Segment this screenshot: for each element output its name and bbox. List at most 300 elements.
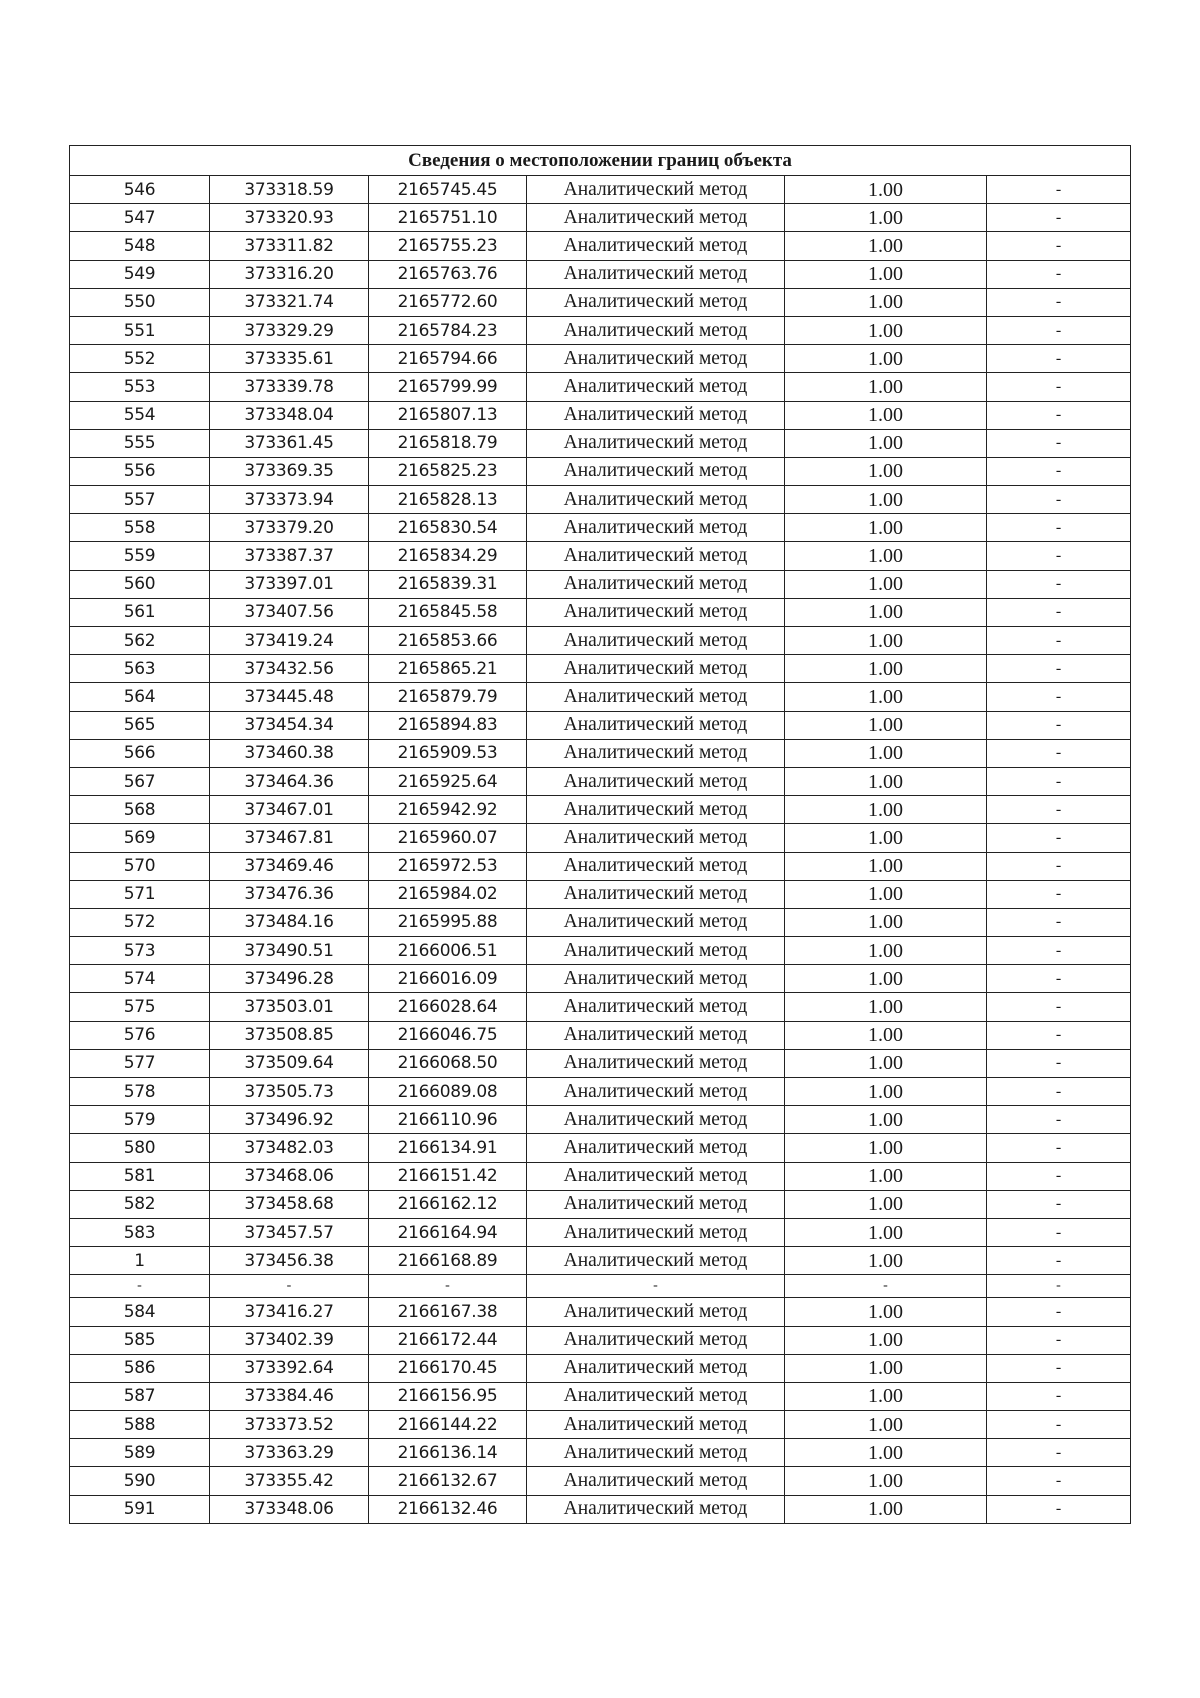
method-cell: Аналитический метод: [527, 908, 785, 936]
method-cell: Аналитический метод: [527, 316, 785, 344]
accuracy-cell: 1.00: [785, 767, 987, 795]
y-coordinate-cell: 2165799.99: [369, 373, 527, 401]
accuracy-cell: 1.00: [785, 739, 987, 767]
point-number-cell: 584: [70, 1298, 210, 1326]
note-cell: -: [987, 1275, 1131, 1298]
table-title-row: [70, 146, 1131, 176]
table-row: [70, 965, 1131, 993]
x-coordinate-cell: 373505.73: [210, 1078, 369, 1106]
note-cell: -: [987, 345, 1131, 373]
y-coordinate-cell: 2166046.75: [369, 1021, 527, 1049]
point-number-cell: 1: [70, 1247, 210, 1275]
note-cell: -: [987, 1326, 1131, 1354]
table-row: [70, 1326, 1131, 1354]
y-coordinate-cell: 2165894.83: [369, 711, 527, 739]
note-cell: -: [987, 598, 1131, 626]
note-cell: -: [987, 767, 1131, 795]
point-number-cell: 554: [70, 401, 210, 429]
y-coordinate-cell: 2165909.53: [369, 739, 527, 767]
x-coordinate-cell: 373373.52: [210, 1411, 369, 1439]
method-cell: Аналитический метод: [527, 1439, 785, 1467]
note-cell: -: [987, 852, 1131, 880]
method-cell: Аналитический метод: [527, 232, 785, 260]
method-cell: Аналитический метод: [527, 1162, 785, 1190]
x-coordinate-cell: 373397.01: [210, 570, 369, 598]
y-coordinate-cell: 2166068.50: [369, 1049, 527, 1077]
y-coordinate-cell: 2165745.45: [369, 176, 527, 204]
point-number-cell: 586: [70, 1354, 210, 1382]
point-number-cell: 572: [70, 908, 210, 936]
y-coordinate-cell: 2165828.13: [369, 486, 527, 514]
accuracy-cell: 1.00: [785, 1078, 987, 1106]
note-cell: -: [987, 993, 1131, 1021]
table-row: [70, 1162, 1131, 1190]
method-cell: Аналитический метод: [527, 965, 785, 993]
method-cell: Аналитический метод: [527, 598, 785, 626]
x-coordinate-cell: 373468.06: [210, 1162, 369, 1190]
table-row: [70, 570, 1131, 598]
y-coordinate-cell: 2165807.13: [369, 401, 527, 429]
method-cell: Аналитический метод: [527, 1021, 785, 1049]
point-number-cell: 567: [70, 767, 210, 795]
accuracy-cell: 1.00: [785, 345, 987, 373]
table-row: [70, 1049, 1131, 1077]
accuracy-cell: 1.00: [785, 683, 987, 711]
y-coordinate-cell: 2166172.44: [369, 1326, 527, 1354]
method-cell: Аналитический метод: [527, 542, 785, 570]
table-row: [70, 937, 1131, 965]
x-coordinate-cell: 373318.59: [210, 176, 369, 204]
x-coordinate-cell: 373445.48: [210, 683, 369, 711]
accuracy-cell: -: [785, 1275, 987, 1298]
x-coordinate-cell: 373335.61: [210, 345, 369, 373]
table-row: [70, 204, 1131, 232]
y-coordinate-cell: 2165763.76: [369, 260, 527, 288]
x-coordinate-cell: 373509.64: [210, 1049, 369, 1077]
note-cell: -: [987, 1078, 1131, 1106]
note-cell: -: [987, 457, 1131, 485]
x-coordinate-cell: 373316.20: [210, 260, 369, 288]
table-row: [70, 514, 1131, 542]
table-row: [70, 852, 1131, 880]
x-coordinate-cell: 373363.29: [210, 1439, 369, 1467]
x-coordinate-cell: 373458.68: [210, 1190, 369, 1218]
note-cell: -: [987, 1021, 1131, 1049]
y-coordinate-cell: 2166132.46: [369, 1495, 527, 1523]
accuracy-cell: 1.00: [785, 1467, 987, 1495]
table-row: [70, 260, 1131, 288]
x-coordinate-cell: 373329.29: [210, 316, 369, 344]
y-coordinate-cell: 2166170.45: [369, 1354, 527, 1382]
y-coordinate-cell: 2166156.95: [369, 1382, 527, 1410]
note-cell: -: [987, 739, 1131, 767]
note-cell: -: [987, 1382, 1131, 1410]
accuracy-cell: 1.00: [785, 1495, 987, 1523]
note-cell: -: [987, 486, 1131, 514]
point-number-cell: 552: [70, 345, 210, 373]
y-coordinate-cell: 2165834.29: [369, 542, 527, 570]
method-cell: Аналитический метод: [527, 683, 785, 711]
method-cell: -: [527, 1275, 785, 1298]
method-cell: Аналитический метод: [527, 711, 785, 739]
accuracy-cell: 1.00: [785, 1134, 987, 1162]
method-cell: Аналитический метод: [527, 796, 785, 824]
accuracy-cell: 1.00: [785, 1021, 987, 1049]
y-coordinate-cell: 2165984.02: [369, 880, 527, 908]
method-cell: Аналитический метод: [527, 1247, 785, 1275]
table-row: [70, 655, 1131, 683]
table-row: [70, 1354, 1131, 1382]
point-number-cell: 587: [70, 1382, 210, 1410]
note-cell: -: [987, 1495, 1131, 1523]
point-number-cell: 557: [70, 486, 210, 514]
table-row: [70, 457, 1131, 485]
accuracy-cell: 1.00: [785, 1354, 987, 1382]
note-cell: -: [987, 260, 1131, 288]
accuracy-cell: 1.00: [785, 627, 987, 655]
accuracy-cell: 1.00: [785, 514, 987, 542]
accuracy-cell: 1.00: [785, 993, 987, 1021]
point-number-cell: 577: [70, 1049, 210, 1077]
point-number-cell: -: [70, 1275, 210, 1298]
x-coordinate-cell: 373402.39: [210, 1326, 369, 1354]
point-number-cell: 571: [70, 880, 210, 908]
note-cell: -: [987, 824, 1131, 852]
table-title: Сведения о местоположении границ объекта: [70, 146, 1131, 176]
note-cell: -: [987, 204, 1131, 232]
x-coordinate-cell: 373482.03: [210, 1134, 369, 1162]
y-coordinate-cell: 2165972.53: [369, 852, 527, 880]
note-cell: -: [987, 1218, 1131, 1246]
y-coordinate-cell: 2165942.92: [369, 796, 527, 824]
table-row: [70, 401, 1131, 429]
accuracy-cell: 1.00: [785, 796, 987, 824]
x-coordinate-cell: 373407.56: [210, 598, 369, 626]
accuracy-cell: 1.00: [785, 176, 987, 204]
method-cell: Аналитический метод: [527, 993, 785, 1021]
note-cell: -: [987, 655, 1131, 683]
note-cell: -: [987, 1439, 1131, 1467]
point-number-cell: 568: [70, 796, 210, 824]
point-number-cell: 562: [70, 627, 210, 655]
y-coordinate-cell: 2165879.79: [369, 683, 527, 711]
point-number-cell: 578: [70, 1078, 210, 1106]
note-cell: -: [987, 1247, 1131, 1275]
method-cell: Аналитический метод: [527, 937, 785, 965]
x-coordinate-cell: 373416.27: [210, 1298, 369, 1326]
accuracy-cell: 1.00: [785, 1190, 987, 1218]
accuracy-cell: 1.00: [785, 598, 987, 626]
accuracy-cell: 1.00: [785, 1049, 987, 1077]
note-cell: -: [987, 711, 1131, 739]
point-number-cell: 564: [70, 683, 210, 711]
y-coordinate-cell: 2165865.21: [369, 655, 527, 683]
table-row: [70, 1439, 1131, 1467]
accuracy-cell: 1.00: [785, 486, 987, 514]
y-coordinate-cell: 2165853.66: [369, 627, 527, 655]
x-coordinate-cell: 373457.57: [210, 1218, 369, 1246]
note-cell: -: [987, 1467, 1131, 1495]
point-number-cell: 579: [70, 1106, 210, 1134]
accuracy-cell: 1.00: [785, 1218, 987, 1246]
x-coordinate-cell: 373361.45: [210, 429, 369, 457]
x-coordinate-cell: 373321.74: [210, 288, 369, 316]
table-row: [70, 598, 1131, 626]
table-body: [70, 176, 1131, 1524]
note-cell: -: [987, 880, 1131, 908]
x-coordinate-cell: 373373.94: [210, 486, 369, 514]
accuracy-cell: 1.00: [785, 937, 987, 965]
point-number-cell: 548: [70, 232, 210, 260]
y-coordinate-cell: 2166089.08: [369, 1078, 527, 1106]
table-row: [70, 176, 1131, 204]
method-cell: Аналитический метод: [527, 1218, 785, 1246]
point-number-cell: 583: [70, 1218, 210, 1246]
method-cell: Аналитический метод: [527, 429, 785, 457]
point-number-cell: 591: [70, 1495, 210, 1523]
method-cell: Аналитический метод: [527, 1467, 785, 1495]
x-coordinate-cell: 373508.85: [210, 1021, 369, 1049]
note-cell: -: [987, 316, 1131, 344]
method-cell: Аналитический метод: [527, 1298, 785, 1326]
accuracy-cell: 1.00: [785, 316, 987, 344]
method-cell: Аналитический метод: [527, 1495, 785, 1523]
note-cell: -: [987, 1162, 1131, 1190]
method-cell: Аналитический метод: [527, 486, 785, 514]
note-cell: -: [987, 176, 1131, 204]
table-row: [70, 1247, 1131, 1275]
method-cell: Аналитический метод: [527, 288, 785, 316]
x-coordinate-cell: 373503.01: [210, 993, 369, 1021]
point-number-cell: 589: [70, 1439, 210, 1467]
table-row: [70, 711, 1131, 739]
y-coordinate-cell: 2166132.67: [369, 1467, 527, 1495]
x-coordinate-cell: 373490.51: [210, 937, 369, 965]
y-coordinate-cell: 2165830.54: [369, 514, 527, 542]
table-row: [70, 627, 1131, 655]
accuracy-cell: 1.00: [785, 1298, 987, 1326]
point-number-cell: 546: [70, 176, 210, 204]
method-cell: Аналитический метод: [527, 345, 785, 373]
point-number-cell: 574: [70, 965, 210, 993]
accuracy-cell: 1.00: [785, 655, 987, 683]
point-number-cell: 553: [70, 373, 210, 401]
accuracy-cell: 1.00: [785, 852, 987, 880]
method-cell: Аналитический метод: [527, 627, 785, 655]
accuracy-cell: 1.00: [785, 288, 987, 316]
note-cell: -: [987, 796, 1131, 824]
x-coordinate-cell: 373464.36: [210, 767, 369, 795]
y-coordinate-cell: 2165925.64: [369, 767, 527, 795]
y-coordinate-cell: 2165755.23: [369, 232, 527, 260]
point-number-cell: 581: [70, 1162, 210, 1190]
note-cell: -: [987, 908, 1131, 936]
point-number-cell: 588: [70, 1411, 210, 1439]
x-coordinate-cell: 373496.92: [210, 1106, 369, 1134]
method-cell: Аналитический метод: [527, 1190, 785, 1218]
y-coordinate-cell: 2166136.14: [369, 1439, 527, 1467]
point-number-cell: 576: [70, 1021, 210, 1049]
table-row: [70, 1495, 1131, 1523]
method-cell: Аналитический метод: [527, 1134, 785, 1162]
note-cell: -: [987, 1354, 1131, 1382]
method-cell: Аналитический метод: [527, 1106, 785, 1134]
method-cell: Аналитический метод: [527, 880, 785, 908]
table-separator-row: [70, 1275, 1131, 1298]
note-cell: -: [987, 1190, 1131, 1218]
table-row: [70, 1467, 1131, 1495]
method-cell: Аналитический метод: [527, 852, 785, 880]
table-row: [70, 1134, 1131, 1162]
y-coordinate-cell: 2166162.12: [369, 1190, 527, 1218]
table-row: [70, 1218, 1131, 1246]
accuracy-cell: 1.00: [785, 429, 987, 457]
note-cell: -: [987, 1106, 1131, 1134]
table-row: [70, 824, 1131, 852]
table-row: [70, 232, 1131, 260]
table-row: [70, 1382, 1131, 1410]
method-cell: Аналитический метод: [527, 373, 785, 401]
note-cell: -: [987, 965, 1131, 993]
y-coordinate-cell: 2166028.64: [369, 993, 527, 1021]
boundary-coordinates-table: [69, 145, 1131, 1524]
note-cell: -: [987, 429, 1131, 457]
y-coordinate-cell: 2166167.38: [369, 1298, 527, 1326]
x-coordinate-cell: 373369.35: [210, 457, 369, 485]
table-row: [70, 1190, 1131, 1218]
table-row: [70, 429, 1131, 457]
table-row: [70, 288, 1131, 316]
accuracy-cell: 1.00: [785, 1439, 987, 1467]
y-coordinate-cell: 2165960.07: [369, 824, 527, 852]
method-cell: Аналитический метод: [527, 1049, 785, 1077]
note-cell: -: [987, 1411, 1131, 1439]
method-cell: Аналитический метод: [527, 260, 785, 288]
point-number-cell: 590: [70, 1467, 210, 1495]
table-row: [70, 316, 1131, 344]
accuracy-cell: 1.00: [785, 1382, 987, 1410]
method-cell: Аналитический метод: [527, 176, 785, 204]
note-cell: -: [987, 1049, 1131, 1077]
accuracy-cell: 1.00: [785, 908, 987, 936]
table-row: [70, 739, 1131, 767]
x-coordinate-cell: 373456.38: [210, 1247, 369, 1275]
x-coordinate-cell: 373348.04: [210, 401, 369, 429]
method-cell: Аналитический метод: [527, 739, 785, 767]
point-number-cell: 570: [70, 852, 210, 880]
accuracy-cell: 1.00: [785, 401, 987, 429]
accuracy-cell: 1.00: [785, 965, 987, 993]
point-number-cell: 569: [70, 824, 210, 852]
x-coordinate-cell: 373467.81: [210, 824, 369, 852]
point-number-cell: 558: [70, 514, 210, 542]
y-coordinate-cell: 2166151.42: [369, 1162, 527, 1190]
table-row: [70, 1078, 1131, 1106]
x-coordinate-cell: 373320.93: [210, 204, 369, 232]
x-coordinate-cell: 373387.37: [210, 542, 369, 570]
note-cell: -: [987, 232, 1131, 260]
method-cell: Аналитический метод: [527, 767, 785, 795]
method-cell: Аналитический метод: [527, 457, 785, 485]
method-cell: Аналитический метод: [527, 1411, 785, 1439]
y-coordinate-cell: 2166110.96: [369, 1106, 527, 1134]
note-cell: -: [987, 373, 1131, 401]
table-row: [70, 908, 1131, 936]
x-coordinate-cell: 373339.78: [210, 373, 369, 401]
point-number-cell: 560: [70, 570, 210, 598]
y-coordinate-cell: 2165818.79: [369, 429, 527, 457]
accuracy-cell: 1.00: [785, 204, 987, 232]
x-coordinate-cell: 373355.42: [210, 1467, 369, 1495]
y-coordinate-cell: 2166168.89: [369, 1247, 527, 1275]
table-row: [70, 683, 1131, 711]
method-cell: Аналитический метод: [527, 1382, 785, 1410]
method-cell: Аналитический метод: [527, 1326, 785, 1354]
note-cell: -: [987, 288, 1131, 316]
accuracy-cell: 1.00: [785, 880, 987, 908]
table-row: [70, 1106, 1131, 1134]
x-coordinate-cell: 373460.38: [210, 739, 369, 767]
y-coordinate-cell: 2165995.88: [369, 908, 527, 936]
y-coordinate-cell: 2165751.10: [369, 204, 527, 232]
x-coordinate-cell: 373484.16: [210, 908, 369, 936]
note-cell: -: [987, 683, 1131, 711]
point-number-cell: 582: [70, 1190, 210, 1218]
accuracy-cell: 1.00: [785, 260, 987, 288]
x-coordinate-cell: 373384.46: [210, 1382, 369, 1410]
x-coordinate-cell: 373496.28: [210, 965, 369, 993]
y-coordinate-cell: 2165825.23: [369, 457, 527, 485]
note-cell: -: [987, 570, 1131, 598]
method-cell: Аналитический метод: [527, 401, 785, 429]
point-number-cell: 565: [70, 711, 210, 739]
note-cell: -: [987, 627, 1131, 655]
y-coordinate-cell: 2166016.09: [369, 965, 527, 993]
point-number-cell: 566: [70, 739, 210, 767]
x-coordinate-cell: 373419.24: [210, 627, 369, 655]
point-number-cell: 555: [70, 429, 210, 457]
accuracy-cell: 1.00: [785, 711, 987, 739]
note-cell: -: [987, 542, 1131, 570]
x-coordinate-cell: 373311.82: [210, 232, 369, 260]
y-coordinate-cell: 2165794.66: [369, 345, 527, 373]
table-row: [70, 486, 1131, 514]
accuracy-cell: 1.00: [785, 542, 987, 570]
accuracy-cell: 1.00: [785, 570, 987, 598]
method-cell: Аналитический метод: [527, 1078, 785, 1106]
table-row: [70, 880, 1131, 908]
method-cell: Аналитический метод: [527, 1354, 785, 1382]
point-number-cell: 585: [70, 1326, 210, 1354]
table-row: [70, 993, 1131, 1021]
x-coordinate-cell: 373392.64: [210, 1354, 369, 1382]
y-coordinate-cell: 2166134.91: [369, 1134, 527, 1162]
method-cell: Аналитический метод: [527, 204, 785, 232]
note-cell: -: [987, 1298, 1131, 1326]
point-number-cell: 551: [70, 316, 210, 344]
point-number-cell: 549: [70, 260, 210, 288]
y-coordinate-cell: -: [369, 1275, 527, 1298]
point-number-cell: 547: [70, 204, 210, 232]
point-number-cell: 559: [70, 542, 210, 570]
note-cell: -: [987, 514, 1131, 542]
point-number-cell: 561: [70, 598, 210, 626]
x-coordinate-cell: 373476.36: [210, 880, 369, 908]
accuracy-cell: 1.00: [785, 1411, 987, 1439]
accuracy-cell: 1.00: [785, 373, 987, 401]
x-coordinate-cell: 373454.34: [210, 711, 369, 739]
point-number-cell: 580: [70, 1134, 210, 1162]
